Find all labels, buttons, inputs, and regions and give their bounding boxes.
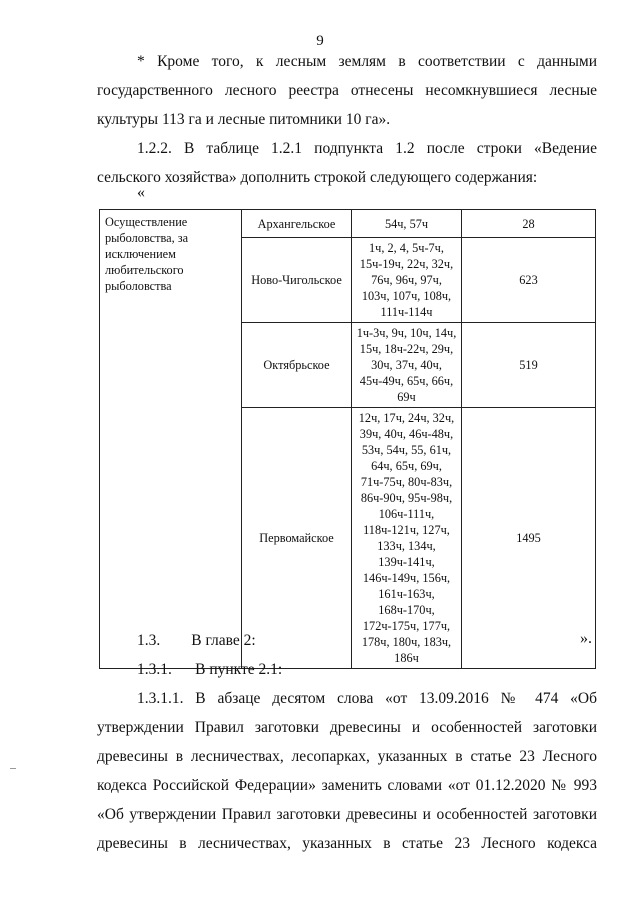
paragraph-1-3-1-1-line-6: древесины в лесничествах, указанных в статье 23 Лесного кодекса xyxy=(97,835,597,852)
paragraph-1-3-1-1-line-2: утверждении Правил заготовки древесины и особенностей заготовки xyxy=(97,719,597,736)
insertion-table xyxy=(99,209,596,669)
quarters-cell: 1ч, 2, 4, 5ч-7ч, 15ч-19ч, 22ч, 32ч, 76ч, 96ч, 97ч, 103ч, 107ч, 108ч, 111ч-114ч xyxy=(352,238,462,323)
table-row xyxy=(100,210,596,238)
quarters-cell: 54ч, 57ч xyxy=(352,210,462,238)
page-number: 9 xyxy=(316,33,324,49)
activity-cell: Осуществление рыболовства, за исключением любительского рыболовства xyxy=(100,210,242,669)
footnote-line-3: культуры 113 га и лесные питомники 10 га». xyxy=(97,111,391,128)
forestry-cell: Первомайское xyxy=(242,408,352,669)
forestry-cell: Архангельское xyxy=(242,210,352,238)
paragraph-1-3-1: 1.3.1. В пункте 2.1: xyxy=(137,661,283,678)
closing-quote: ». xyxy=(580,630,592,647)
area-cell: 519 xyxy=(462,323,596,408)
paragraph-1-3: 1.3. В главе 2: xyxy=(137,632,256,649)
forestry-cell: Ново-Чигольское xyxy=(242,238,352,323)
opening-quote: « xyxy=(137,184,145,201)
area-cell: 623 xyxy=(462,238,596,323)
footnote-line-1: * Кроме того, к лесным землям в соответствии с данными xyxy=(137,53,597,70)
paragraph-1-2-2-line-2: сельского хозяйства» дополнить строкой следующего содержания: xyxy=(97,169,538,186)
paragraph-1-3-1-1-line-3: древесины в лесничествах, лесопарках, указанных в статье 23 Лесного xyxy=(97,748,597,765)
area-cell: 28 xyxy=(462,210,596,238)
quarters-cell: 1ч-3ч, 9ч, 10ч, 14ч, 15ч, 18ч-22ч, 29ч, 30ч, 37ч, 40ч, 45ч-49ч, 65ч, 66ч, 69ч xyxy=(352,323,462,408)
paragraph-1-3-1-1-line-1: 1.3.1.1. В абзаце десятом слова «от 13.09.2016 № 474 «Об xyxy=(137,690,597,707)
paragraph-1-2-2-line-1: 1.2.2. В таблице 1.2.1 подпункта 1.2 после строки «Ведение xyxy=(137,140,597,157)
margin-mark xyxy=(10,768,16,769)
quarters-cell: 12ч, 17ч, 24ч, 32ч, 39ч, 40ч, 46ч-48ч, 53ч, 54ч, 55, 61ч, 64ч, 65ч, 69ч, 71ч-75ч, 80ч-83ч, 86ч-90ч, 95ч-98ч, 106ч-111ч, 118ч-121ч, 127ч, 133ч, 134ч, 139ч-141ч, 146ч-149ч, 156ч, 161ч-163ч, 168ч-170ч, 172ч-175ч, 177ч, 178ч, 180ч, 183ч, 186ч xyxy=(352,408,462,669)
forestry-cell: Октябрьское xyxy=(242,323,352,408)
paragraph-1-3-1-1-line-5: «Об утверждении Правил заготовки древесины и особенностей заготовки xyxy=(97,806,597,823)
paragraph-1-3-1-1-line-4: кодекса Российской Федерации» заменить словами «от 01.12.2020 № 993 xyxy=(97,777,597,794)
footnote-line-2: государственного лесного реестра отнесены несомкнувшиеся лесные xyxy=(97,82,597,99)
area-cell: 1495 xyxy=(462,408,596,669)
